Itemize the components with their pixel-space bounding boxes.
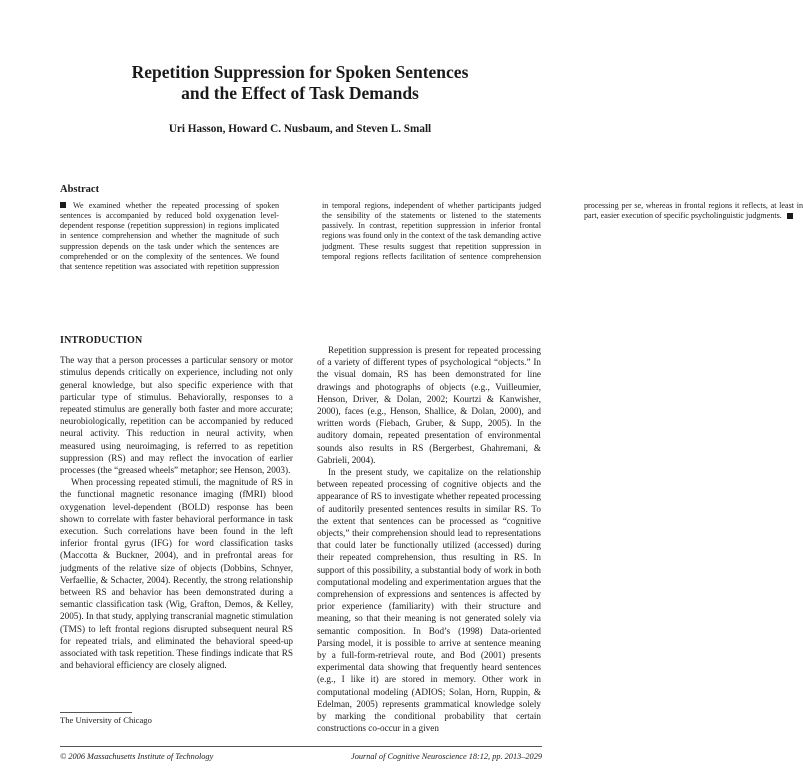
article-title bbox=[60, 62, 540, 104]
author-list: Uri Hasson, Howard C. Nusbaum, and Steven L. Small bbox=[168, 123, 432, 135]
right-column bbox=[317, 344, 541, 744]
abstract-start-square-icon bbox=[60, 202, 66, 208]
footer-divider bbox=[60, 746, 542, 747]
left-column bbox=[60, 335, 293, 705]
left-paragraph-2: When processing repeated stimuli, the magnitude of RS in the functional magnetic resonance imaging (fMRI) blood oxygenation level-dependent (BOLD) response has been shown to correlate with faster behavioral performance in task execution. Such correlations have been found in the left inferior frontal gyrus (IFG) for word classification tasks (Maccotta & Buckner, 2004), and in prefrontal areas for judgments of the relative size of objects (Dobbins, Schnyer, Verfaellie, & Schacter, 2004). Recently, the strong relationship between RS and behavior has been demonstrated during a semantic classification task (Wig, Grafton, Demos, & Kelley, 2005). In that study, applying transcranial magnetic stimulation (TMS) to left frontal regions disrupted subsequent neural RS for repeated trials, and eliminated the behavioral speed-up associated with task repetition. These findings indicate that RS and behavioral efficiency are closely aligned. bbox=[60, 477, 293, 671]
right-paragraph-2: In the present study, we capitalize on the relationship between repeated processing of cognitive objects and the appearance of RS to investigate whether repeated processing of auditorily presented sentences results in similar RS. To the extent that sentences can be processed as “cognitive objects,” their comprehension should lead to representations that could later be functionally utilized (accessed) during their repeated comprehension, thus resulting in RS. In support of this possibility, a substantial body of work in both computational modeling and experimentation argues that the comprehension of expressions and sentences is affected by prior experience (familiarity) with their structure and meaning, so that their meaning is not generated solely via semantic composition. In Bod’s (1998) Data-oriented Parsing model, it is possible to arrive at sentence meaning by a full-form-retrieval route, and Bod (2001) presents experimental data showing that frequently heard sentences (e.g., I like it) are stored in memory. Other work in computational modeling (ADIOS; Solan, Horn, Ruppin, & Edelman, 2005) represents grammatical knowledge solely by marking the conditional probability that certain constructions co-occur in a given bbox=[317, 467, 541, 734]
left-paragraph-1: The way that a person processes a particular sensory or motor stimulus depends critically on experience, including not only general knowledge, but also specific experience with that particular type of stimulus. Behaviorally, responses to a repeated stimulus are generally both faster and more accurate; neurobiologically, repetition can be accompanied by reduced neural activity. This reduction in neural activity, when measured using neuroimaging, is referred to as repetition suppression (RS) and may reflect the invocation of earlier processes (the “greased wheels” metaphor; see Henson, 2003). bbox=[60, 355, 293, 476]
title-line-2: and the Effect of Task Demands bbox=[181, 83, 419, 103]
abstract-end-square-icon bbox=[787, 213, 793, 219]
right-paragraph-1: Repetition suppression is present for repeated processing of a variety of different types of psychological “objects.” In the visual domain, RS has been demonstrated for line drawings and photographs of objects (e.g., Vuilleumier, Henson, Driver, & Dolan, 2002; Kourtzi & Kanwisher, 2000), faces (e.g., Henson, Shallice, & Dolan, 2000), and written words (Fiebach, Gruber, & Supp, 2005). In the auditory domain, repeated presentation of environmental sounds also results in RS (Bergerbest, Ghahremani, & Gabrieli, 2004). bbox=[317, 345, 541, 465]
footnote-divider bbox=[60, 712, 132, 713]
abstract-heading: Abstract bbox=[60, 184, 100, 195]
abstract-text: We examined whether the repeated processing of spoken sentences is accompanied by reduced bold oxygenation level-dependent response (repetition suppression) in regions implicated in sentence comprehension and whether the magnitude of such suppression depends on the task under which the sentences are comprehended or on the complexity of the sentences. We found that sentence repetition was associated with repetition suppression in temporal regions, independent of whether participants judged the sensibility of the statements or listened to the statements passively. In contrast, repetition suppression in inferior frontal regions was found only in the context of the task demanding active judgment. These results suggest that repetition suppression in temporal regions reflects facilitation of sentence comprehension processing per se, whereas in frontal regions it reflects, at least in part, easier execution of specific psycholinguistic judgments. bbox=[60, 201, 803, 271]
abstract-body bbox=[60, 201, 803, 276]
copyright-notice: © 2006 Massachusetts Institute of Technology bbox=[60, 752, 214, 761]
journal-citation: Journal of Cognitive Neuroscience 18:12, pp. 2013–2029 bbox=[351, 752, 542, 761]
author-affiliation: The University of Chicago bbox=[60, 715, 152, 725]
title-line-1: Repetition Suppression for Spoken Sentences bbox=[131, 62, 469, 82]
introduction-heading: INTRODUCTION bbox=[60, 335, 143, 346]
